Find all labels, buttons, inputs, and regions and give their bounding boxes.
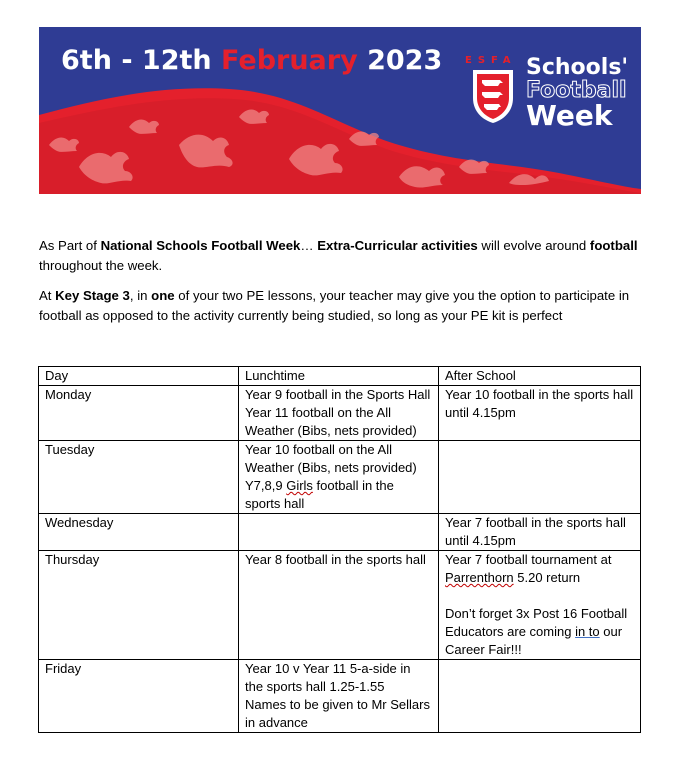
- bold-run: one: [151, 288, 175, 303]
- bold-run: National Schools Football Week: [100, 238, 301, 253]
- after-school-cell: [439, 551, 641, 660]
- table-header-row: [39, 367, 641, 386]
- date-month: February: [221, 45, 358, 76]
- day-cell: Friday: [39, 660, 239, 733]
- schools-football-week-logo: [526, 57, 628, 130]
- after-school-cell: [439, 441, 641, 514]
- table-row-thursday: [39, 551, 641, 660]
- text-run: …: [300, 238, 318, 253]
- esfa-label: ESFA: [465, 55, 517, 66]
- lunchtime-cell: [239, 386, 439, 441]
- date-days: 6th - 12th: [61, 45, 222, 76]
- table-row-friday: [39, 660, 641, 733]
- after-school-cell: [439, 660, 641, 733]
- after-school-entry: [445, 551, 634, 587]
- lunchtime-entry: Names to be given to Mr Sellars in advance: [245, 697, 430, 730]
- text-run: football in the sports hall: [245, 478, 394, 511]
- header-after-school: After School: [439, 367, 641, 386]
- day-cell: Tuesday: [39, 441, 239, 514]
- lunchtime-entry: [245, 477, 432, 513]
- text-run: Don’t forget 3x Post 16 Football Educators are coming: [445, 606, 628, 639]
- text-run: At: [39, 288, 56, 303]
- lunchtime-entry: Year 9 football in the Sports Hall: [245, 387, 431, 402]
- table-row-wednesday: [39, 514, 641, 551]
- logo-line-week: Week: [526, 99, 613, 132]
- blank-line: [445, 587, 634, 605]
- grammar-check-text: in to: [575, 624, 600, 639]
- activities-schedule-table: [38, 366, 641, 733]
- intro-paragraph-2: [39, 286, 639, 326]
- after-school-cell: Year 10 football in the sports hall until 4.15pm: [439, 386, 641, 441]
- day-cell: Monday: [39, 386, 239, 441]
- intro-paragraph-1: [39, 236, 639, 276]
- lunchtime-entry: Year 10 football on the All Weather (Bibs, nets provided): [245, 442, 417, 475]
- text-run: Year 7 football tournament at: [445, 552, 612, 567]
- text-run: As Part of: [39, 238, 101, 253]
- header-banner: [39, 27, 641, 194]
- lunchtime-cell: Year 8 football in the sports hall: [239, 551, 439, 660]
- lunchtime-cell: [239, 514, 439, 551]
- spellcheck-text: Parrenthorn: [445, 570, 514, 585]
- lunchtime-cell: [239, 660, 439, 733]
- text-run: our Career Fair!!!: [445, 624, 623, 657]
- logo-line-football: Football: [526, 78, 627, 103]
- banner-date-title: [61, 45, 442, 76]
- after-school-cell: Year 7 football in the sports hall until 4.15pm: [439, 514, 641, 551]
- date-year: 2023: [357, 45, 443, 76]
- bold-run: Key Stage 3: [55, 288, 130, 303]
- table-row-tuesday: [39, 441, 641, 514]
- lunchtime-entry: Year 10 v Year 11 5-a-side in the sports hall 1.25-1.55: [245, 661, 411, 694]
- text-run: , in: [129, 288, 152, 303]
- text-run: of your two PE lessons, your teacher may give you the option to participate in football as opposed to the activity currently being studied, so long as your PE kit is perfect: [39, 288, 630, 323]
- day-cell: Thursday: [39, 551, 239, 660]
- text-run: Y7,8,9: [245, 478, 287, 493]
- bold-run: Extra-Curricular activities: [317, 238, 478, 253]
- header-day: Day: [39, 367, 239, 386]
- lunchtime-cell: [239, 441, 439, 514]
- table-row-monday: [39, 386, 641, 441]
- lunchtime-entry: Year 11 football on the All Weather (Bibs, nets provided): [245, 405, 417, 438]
- after-school-entry: [445, 605, 634, 659]
- text-run: 5.20 return: [513, 570, 581, 585]
- bold-run: football: [589, 238, 638, 253]
- text-run: throughout the week.: [39, 258, 163, 273]
- three-lions-shield-icon: [471, 68, 515, 124]
- text-run: will evolve around: [477, 238, 590, 253]
- logo-line-schools: Schools': [526, 55, 629, 80]
- header-lunchtime: Lunchtime: [239, 367, 439, 386]
- day-cell: Wednesday: [39, 514, 239, 551]
- spellcheck-text: Girls: [286, 478, 313, 493]
